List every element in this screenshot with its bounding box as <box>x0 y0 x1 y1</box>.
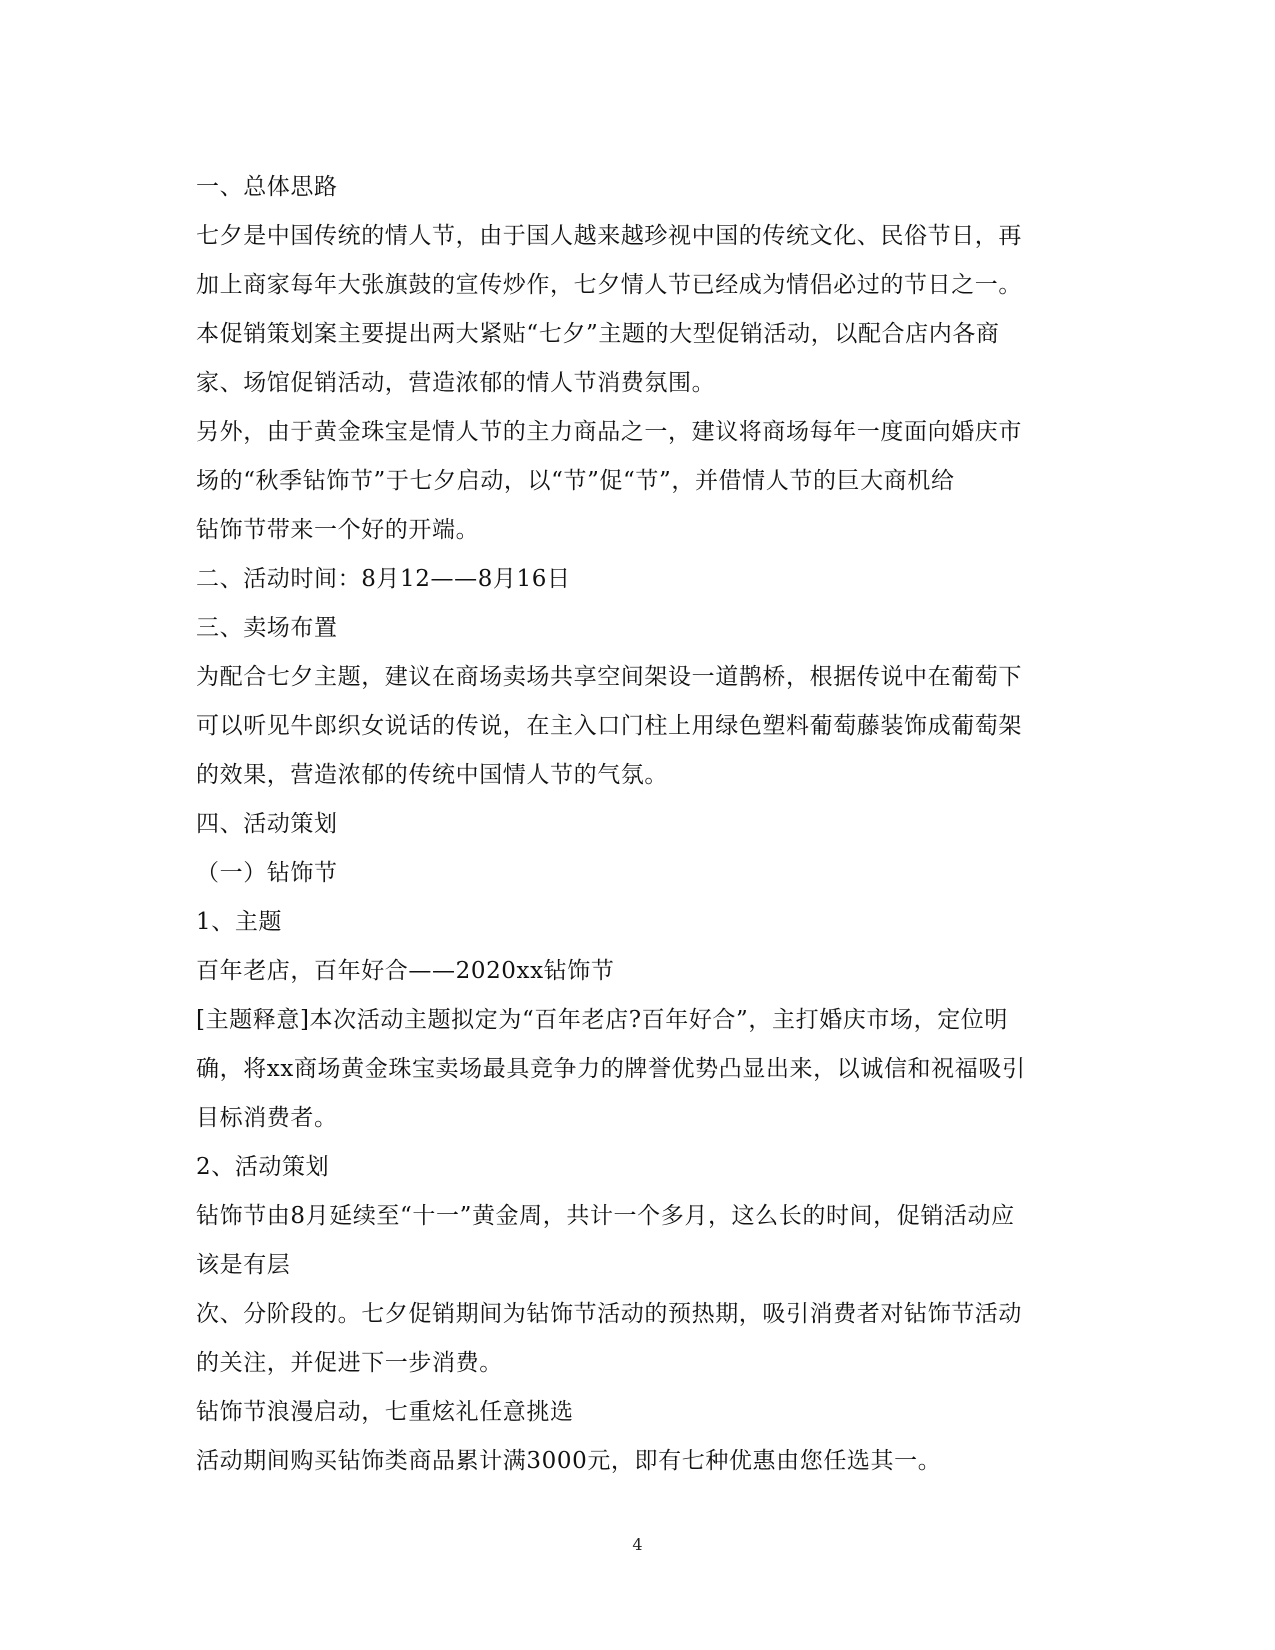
paragraph-line: 加上商家每年大张旗鼓的宣传炒作，七夕情人节已经成为情侣必过的节日之一。 <box>196 272 1022 298</box>
paragraph-line: 钻饰节浪漫启动，七重炫礼任意挑选 <box>196 1399 574 1425</box>
paragraph-line: 可以听见牛郎织女说话的传说，在主入口门柱上用绿色塑料葡萄藤装饰成葡萄架 <box>196 713 1022 739</box>
paragraph-line: 的关注，并促进下一步消费。 <box>196 1350 503 1376</box>
paragraph-line: 确，将xx商场黄金珠宝卖场最具竞争力的牌誉优势凸显出来，以诚信和祝福吸引 <box>196 1056 1026 1082</box>
subheading-theme: 1、主题 <box>196 909 283 935</box>
paragraph-line: 场的“秋季钻饰节”于七夕启动，以“节”促“节”，并借情人节的巨大商机给 <box>196 468 955 494</box>
paragraph-line: 本促销策划案主要提出两大紧贴“七夕”主题的大型促销活动，以配合店内各商 <box>196 321 1000 347</box>
heading-activity-time: 二、活动时间：8月12——8月16日 <box>196 566 571 592</box>
paragraph-line: 七夕是中国传统的情人节，由于国人越来越珍视中国的传统文化、民俗节日，再 <box>196 223 1022 249</box>
paragraph-line: 为配合七夕主题，建议在商场卖场共享空间架设一道鹊桥，根据传说中在葡萄下 <box>196 664 1022 690</box>
paragraph-line: [主题释意]本次活动主题拟定为“百年老店?百年好合”，主打婚庆市场，定位明 <box>196 1007 1008 1033</box>
paragraph-line: 次、分阶段的。七夕促销期间为钻饰节活动的预热期，吸引消费者对钻饰节活动 <box>196 1301 1022 1327</box>
document-body <box>196 163 1086 1486</box>
paragraph-line: 目标消费者。 <box>196 1105 338 1131</box>
paragraph-line: 百年老店，百年好合——2020xx钻饰节 <box>196 958 615 984</box>
page-number: 4 <box>632 1535 643 1554</box>
subheading-diamond-festival: （一）钻饰节 <box>196 860 338 886</box>
paragraph-line: 的效果，营造浓郁的传统中国情人节的气氛。 <box>196 762 668 788</box>
paragraph-line: 该是有层 <box>196 1252 291 1278</box>
heading-activity-planning: 四、活动策划 <box>196 811 338 837</box>
paragraph-line: 家、场馆促销活动，营造浓郁的情人节消费氛围。 <box>196 370 716 396</box>
paragraph-line: 钻饰节由8月延续至“十一”黄金周，共计一个多月，这么长的时间，促销活动应 <box>196 1203 1015 1229</box>
paragraph-line: 钻饰节带来一个好的开端。 <box>196 517 480 543</box>
heading-store-layout: 三、卖场布置 <box>196 615 338 641</box>
paragraph-line: 活动期间购买钻饰类商品累计满3000元，即有七种优惠由您任选其一。 <box>196 1448 942 1474</box>
subheading-plan: 2、活动策划 <box>196 1154 330 1180</box>
paragraph-line: 另外，由于黄金珠宝是情人节的主力商品之一，建议将商场每年一度面向婚庆市 <box>196 419 1022 445</box>
heading-overall-approach: 一、总体思路 <box>196 174 338 200</box>
